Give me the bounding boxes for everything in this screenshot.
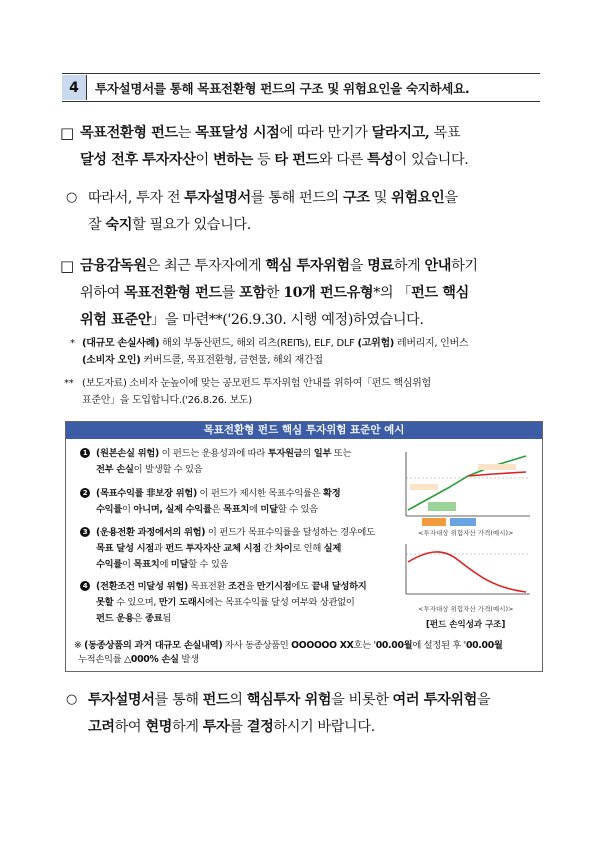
text-line	[96, 486, 340, 502]
text-line	[96, 557, 375, 573]
text-run: 를	[221, 285, 240, 301]
text-run: 및	[369, 190, 392, 206]
bold-run: 고려	[88, 719, 115, 735]
bold-run: 포함	[239, 285, 266, 301]
bold-run: 투자설명서	[184, 190, 251, 206]
text-run: 이 발생할 수 있음	[133, 464, 203, 475]
bold-run: (전환조건 미달성 위험)	[96, 581, 188, 592]
text-run: 수 있으며,	[113, 597, 159, 608]
text-run: *의 「	[373, 285, 412, 301]
risk-item	[80, 579, 366, 627]
text-run: 이	[122, 559, 134, 570]
text-run: 를	[229, 719, 247, 735]
text-run: 잘	[88, 217, 106, 233]
text-run: 커버드콜, 목표전환형, 금현물, 해외 재간접	[140, 355, 323, 366]
text-run: 할 필요가 있습니다.	[132, 217, 251, 233]
bold-run: 목표 달성 시점	[96, 543, 154, 554]
risk-item	[80, 486, 340, 518]
text-line	[80, 307, 478, 334]
bold-run: 구조	[342, 190, 370, 206]
paragraph-4	[88, 687, 490, 741]
bold-run: 전부 손실	[96, 464, 134, 475]
text-run: 발생	[178, 654, 199, 665]
bold-run: 실제	[323, 543, 342, 554]
text-run: 에는 목표수익률 달성 여부와 상관없이	[205, 597, 355, 608]
text-line	[96, 525, 375, 541]
text-run: 의	[302, 448, 314, 459]
footnote-1	[82, 335, 468, 369]
text-run: 에	[249, 504, 261, 515]
bold-run: 목표전환형 펀드	[80, 125, 178, 141]
bold-run: 숙지	[105, 217, 133, 233]
square-bullet-icon: □	[60, 257, 75, 275]
fund-structure-illustration-bottom	[398, 540, 536, 602]
text-line	[96, 446, 351, 462]
bold-run: (소비자 오인)	[82, 355, 141, 366]
bold-run: 미달	[170, 559, 189, 570]
text-run: 이 펀드가 목표수익률을 달성하는 경우에도	[205, 527, 375, 538]
text-run: 간	[260, 543, 275, 554]
chart-title: [펀드 손익성과 구조]	[426, 620, 506, 630]
text-line	[74, 653, 503, 667]
bold-run: 목표치	[223, 504, 250, 515]
text-run: 목표전환	[187, 581, 228, 592]
bold-run: 차이	[274, 543, 293, 554]
text-line	[80, 253, 478, 280]
bold-run: (동종상품의 과거 대규모 손실내역)	[84, 640, 223, 651]
text-run: 를 통해	[154, 692, 203, 708]
text-run: 할 수 있음	[277, 504, 318, 515]
chart-caption: <투자대상 위험자산 가격(예시)>	[418, 605, 514, 613]
text-line	[96, 579, 366, 595]
bold-run: 만기시점	[256, 581, 292, 592]
text-run: 는	[177, 125, 196, 141]
text-run: 에도	[291, 581, 312, 592]
bold-run: 투자설명서	[88, 692, 155, 708]
text-run: 이 있습니다.	[393, 152, 469, 168]
bold-run: 펀드 운용	[96, 613, 134, 624]
text-line	[88, 714, 490, 741]
text-line	[88, 185, 458, 212]
bold-run: 금융감독원	[80, 258, 147, 274]
box-title: 목표전환형 펀드 핵심 투자위험 표준안 예시	[66, 422, 542, 439]
text-run: 은	[211, 504, 224, 515]
bold-run: 목표치	[133, 559, 160, 570]
bold-run: 핵심투자 위험	[246, 692, 332, 708]
bold-run: 펀드 핵심	[411, 285, 469, 301]
bold-run: 확정	[323, 488, 341, 499]
bold-run: 미달	[260, 504, 278, 515]
footnote-mark: **	[64, 378, 74, 389]
bold-run: 투자	[202, 719, 230, 735]
circle-bullet-icon: ○	[66, 190, 78, 205]
text-run: 됨	[162, 613, 172, 624]
chart-caption: <투자대상 위험자산 가격(예시)>	[418, 529, 514, 537]
text-run: 하시기 바랍니다.	[273, 719, 375, 735]
text-line	[74, 639, 503, 653]
text-line: 표준안」을 도입합니다.('26.8.26. 보도)	[82, 395, 252, 406]
bold-run: (고위험)	[357, 338, 395, 349]
bold-run: 끝내 달성하지	[311, 581, 367, 592]
text-run: 한	[265, 285, 284, 301]
text-line: (보도자료) 소비자 눈높이에 맞는 공모펀드 투자위험 안내를 위하여「펀드 핵심위험	[82, 378, 431, 389]
paragraph-2	[88, 185, 458, 239]
text-run: ※	[74, 640, 85, 651]
bold-run: 수익률	[96, 559, 123, 570]
bold-run: 목표전환형 펀드	[124, 285, 222, 301]
bold-run: 만기 도래시	[158, 597, 206, 608]
text-line	[80, 280, 478, 307]
text-run: 하기	[451, 258, 478, 274]
bold-run: 00.00월	[375, 640, 413, 651]
text-line	[88, 687, 490, 714]
bold-run: 안내	[424, 258, 452, 274]
bold-run: 핵심 투자위험	[265, 258, 350, 274]
text-line	[82, 335, 468, 352]
item-number: 3	[80, 527, 90, 537]
text-line	[96, 595, 366, 611]
text-line	[96, 502, 340, 518]
bold-run: (대규모 손실사례)	[82, 338, 160, 349]
text-run: 은 최근 투자자에게	[146, 258, 266, 274]
text-run: 에 따라 만기가	[279, 125, 372, 141]
bold-run: (원본손실 위험)	[96, 448, 159, 459]
section-number: 4	[62, 75, 87, 100]
text-run: 하여	[114, 719, 146, 735]
bold-run: 달성 전후 투자자산	[80, 152, 196, 168]
text-run: 호는 '	[353, 640, 376, 651]
bold-run: 수익률	[96, 504, 123, 515]
bold-run: 아니며,	[133, 504, 163, 515]
text-run: 이 펀드가 제시한 목표수익률은	[196, 488, 324, 499]
box-footnote	[74, 639, 503, 667]
section-title: 투자설명서를 통해 목표전환형 펀드의 구조 및 위험요인을 숙지하세요.	[95, 80, 470, 96]
text-line	[82, 352, 468, 369]
text-run: 을	[349, 258, 368, 274]
bold-run: 펀드 투자자산 교체 시점	[165, 543, 261, 554]
text-run: 에 설정된 후 '	[412, 640, 466, 651]
text-line	[88, 212, 458, 239]
text-run: 은	[133, 613, 146, 624]
bold-run: △000% 손실	[124, 654, 179, 665]
bold-run: (목표수익률 非보장 위험)	[96, 488, 197, 499]
text-run: 해외 부동산펀드, 해외 리츠(REITs), ELF, DLF	[159, 338, 358, 349]
text-run: 또는	[331, 448, 352, 459]
item-number: 2	[80, 488, 90, 498]
text-run: 위하여	[80, 285, 125, 301]
section-header	[62, 73, 540, 102]
text-run: 등	[252, 152, 275, 168]
text-run: 자사 동종상품인	[222, 640, 292, 651]
text-run: 을 비롯한	[331, 692, 393, 708]
bold-run: 현명	[145, 719, 172, 735]
text-run: 할 수 있음	[188, 559, 229, 570]
bold-run: 변하는	[212, 152, 253, 168]
risk-item	[80, 446, 351, 478]
text-run: 누적손익률	[78, 654, 125, 665]
text-run: 따라서, 투자 전	[88, 190, 185, 206]
circle-bullet-icon: ○	[66, 692, 78, 707]
bold-run: 투자원금	[267, 448, 303, 459]
risk-item	[80, 525, 375, 573]
square-bullet-icon: □	[60, 124, 75, 142]
text-run: 을	[444, 190, 458, 206]
text-run: 의	[229, 692, 247, 708]
bold-run: 위험요인	[391, 190, 445, 206]
bold-run: 달라지고,	[371, 125, 430, 141]
text-line	[96, 462, 351, 478]
text-run: 목표	[429, 125, 461, 141]
text-run: 하게	[393, 258, 425, 274]
bold-run: 못할	[96, 597, 114, 608]
paragraph-3	[80, 253, 478, 334]
text-line	[80, 147, 468, 174]
text-run: 」을 마련**('26.9.30. 시행 예정)하였습니다.	[151, 312, 424, 328]
bold-run: 타 펀드	[274, 152, 319, 168]
text-run: 를 통해 펀드의	[250, 190, 343, 206]
text-run: 하게	[171, 719, 203, 735]
bold-run: 실제 수익률	[165, 504, 212, 515]
text-run: 을	[476, 692, 491, 708]
bold-run: 특성	[367, 152, 394, 168]
footnote-mark: *	[70, 338, 75, 349]
text-line	[80, 120, 468, 147]
footnote-2	[82, 375, 431, 409]
bold-run: 결정	[246, 719, 274, 735]
item-number: 1	[80, 448, 90, 458]
bold-run: 일부	[313, 448, 332, 459]
text-run: 이 펀드는 운용성과에 따라	[158, 448, 268, 459]
text-run: 와 다른	[318, 152, 368, 168]
fund-structure-illustration-top	[398, 444, 536, 528]
text-run: 이	[195, 152, 213, 168]
paragraph-1	[80, 120, 468, 174]
text-line	[96, 611, 366, 627]
bold-run: 여러 투자위험	[392, 692, 477, 708]
text-run: 레버리지, 인버스	[394, 338, 469, 349]
bold-run: 10개 펀드유형	[283, 285, 374, 301]
text-run: 로 인해	[292, 543, 324, 554]
bold-run: 위험 표준안	[80, 312, 152, 328]
bold-run: 조건	[227, 581, 246, 592]
bold-run: 명료	[367, 258, 394, 274]
text-run: 을	[245, 581, 257, 592]
bold-run: (운용전환 과정에서의 위험)	[96, 527, 206, 538]
bold-run: 종료	[145, 613, 163, 624]
bold-run: 펀드	[202, 692, 230, 708]
item-number: 4	[80, 581, 90, 591]
risk-standard-box	[65, 421, 543, 672]
bold-run: 00.00월	[465, 640, 503, 651]
text-run: 이	[122, 504, 134, 515]
bold-run: OOOOOO XX	[291, 640, 354, 651]
text-line	[96, 541, 375, 557]
bold-run: 목표달성 시점	[195, 125, 280, 141]
text-run: 에	[159, 559, 171, 570]
text-run: 과	[153, 543, 166, 554]
